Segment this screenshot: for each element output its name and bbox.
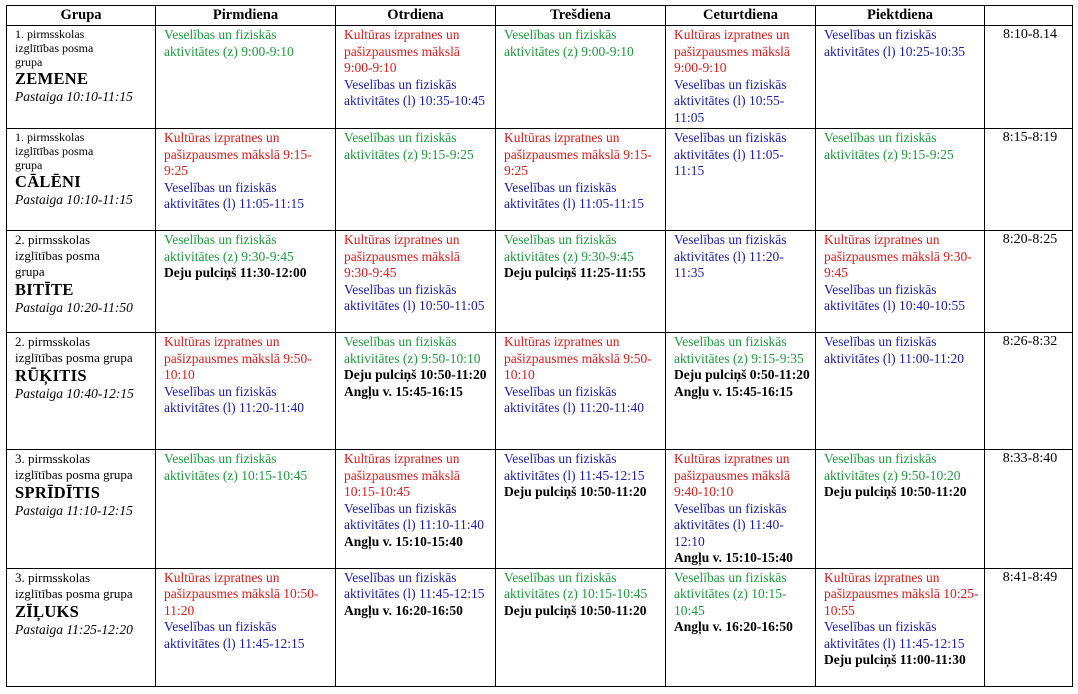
group-level-line: 2. pirmsskolas <box>15 334 91 349</box>
group-level-line: 2. pirmsskolas <box>15 232 91 247</box>
header-thursday: Ceturtdiena <box>666 6 816 26</box>
day-cell-tuesday <box>336 450 496 569</box>
day-cell-thursday <box>666 231 816 333</box>
group-level-line: izglītības posma grupa <box>15 350 133 365</box>
group-level-line: izglītības posma grupa <box>15 467 133 482</box>
group-level-line: 1. pirmsskolas <box>15 130 85 144</box>
group-cell <box>7 450 156 569</box>
schedule-table <box>6 5 1073 687</box>
walk-time: Pastaiga 10:40-12:15 <box>15 386 134 401</box>
day-cell-monday <box>156 231 336 333</box>
activity-entry: Kultūras izpratnes un pašizpausmes mākslā 10:15-10:45 <box>344 451 460 499</box>
day-cell-monday <box>156 450 336 569</box>
arrival-time: 8:33-8:40 <box>985 450 1073 569</box>
activity-entry: Kultūras izpratnes un pašizpausmes mākslā 9:30-9:45 <box>824 232 972 280</box>
activity-entry: Veselības un fiziskās aktivitātes (l) 10:25-10:35 <box>824 27 965 59</box>
day-cell-monday <box>156 568 336 686</box>
day-cell-wednesday <box>496 129 666 231</box>
day-cell-wednesday <box>496 450 666 569</box>
activity-entry: Veselības un fiziskās aktivitātes (l) 11:00-11:20 <box>824 334 964 366</box>
activity-entry: Veselības un fiziskās aktivitātes (z) 10:15-10:45 <box>674 569 787 618</box>
extra-activity: Deju pulciņš 10:50-11:20 <box>504 484 647 499</box>
extra-activity: Angļu v. 16:20-16:50 <box>344 602 463 618</box>
group-name: ZEMENE <box>15 69 89 88</box>
group-level-line: izglītības posma grupa <box>15 585 133 601</box>
header-friday: Piektdiena <box>816 6 985 26</box>
day-cell-tuesday <box>336 129 496 231</box>
walk-time: Pastaiga 10:20-11:50 <box>15 300 133 315</box>
group-name: ZĪĻUKS <box>15 601 80 621</box>
activity-entry: Veselības un fiziskās aktivitātes (l) 10:50-11:05 <box>344 281 485 313</box>
activity-entry: Veselības un fiziskās aktivitātes (l) 11:05-11:15 <box>674 130 787 178</box>
walk-time: Pastaiga 10:10-11:15 <box>15 192 133 207</box>
activity-entry: Kultūras izpratnes un pašizpausmes mākslā 10:25-10:55 <box>824 569 979 618</box>
day-cell-wednesday <box>496 26 666 129</box>
day-cell-wednesday <box>496 333 666 450</box>
day-cell-friday <box>816 231 985 333</box>
day-cell-wednesday <box>496 568 666 686</box>
day-cell-thursday <box>666 26 816 129</box>
day-cell-friday <box>816 568 985 686</box>
walk-time: Pastaiga 11:10-12:15 <box>15 503 133 518</box>
activity-entry: Kultūras izpratnes un pašizpausmes mākslā 9:40-10:10 <box>674 451 790 499</box>
schedule-row <box>7 129 1073 231</box>
group-cell <box>7 231 156 333</box>
activity-entry: Veselības un fiziskās aktivitātes (l) 10:35-10:45 <box>344 76 485 108</box>
activity-entry: Veselības un fiziskās aktivitātes (z) 9:15-9:25 <box>824 130 954 162</box>
extra-activity: Deju pulciņš 10:50-11:20 <box>824 484 967 499</box>
activity-entry: Kultūras izpratnes un pašizpausmes mākslā 9:00-9:10 <box>344 27 460 75</box>
activity-entry: Kultūras izpratnes un pašizpausmes mākslā 9:15-9:25 <box>164 130 312 178</box>
activity-entry: Veselības un fiziskās aktivitātes (l) 10:55-11:05 <box>674 76 787 125</box>
walk-time: Pastaiga 10:10-11:15 <box>15 89 133 104</box>
group-level-line: izglītības posma <box>15 248 100 263</box>
schedule-row <box>7 231 1073 333</box>
group-name: SPRĪDĪTIS <box>15 483 101 502</box>
group-name: CĀLĒNI <box>15 172 81 191</box>
group-level-line: 3. pirmsskolas <box>15 569 91 585</box>
arrival-time: 8:10-8.14 <box>985 26 1073 129</box>
group-level-line: izglītības posma <box>15 41 94 55</box>
activity-entry: Kultūras izpratnes un pašizpausmes mākslā 9:30-9:45 <box>344 232 460 280</box>
activity-entry: Veselības un fiziskās aktivitātes (l) 11:05-11:15 <box>164 179 304 211</box>
activity-entry: Veselības un fiziskās aktivitātes (l) 10:40-10:55 <box>824 281 965 313</box>
arrival-time: 8:20-8:25 <box>985 231 1073 333</box>
activity-entry: Veselības un fiziskās aktivitātes (z) 9:50-10:10 <box>344 334 481 366</box>
header-time <box>985 6 1073 26</box>
group-name: BITĪTE <box>15 280 74 299</box>
activity-entry: Veselības un fiziskās aktivitātes (l) 11:45-12:15 <box>824 619 965 651</box>
activity-entry: Veselības un fiziskās aktivitātes (z) 10:15-10:45 <box>504 569 648 601</box>
day-cell-friday <box>816 129 985 231</box>
extra-activity: Angļu v. 15:45-16:15 <box>674 383 793 399</box>
extra-activity: Deju pulciņš 11:00-11:30 <box>824 652 966 667</box>
group-cell <box>7 129 156 231</box>
group-level-line: izglītības posma <box>15 144 94 158</box>
activity-entry: Veselības un fiziskās aktivitātes (z) 9:00-9:10 <box>504 27 634 59</box>
activity-entry: Veselības un fiziskās aktivitātes (l) 11:40-12:10 <box>674 500 787 549</box>
day-cell-tuesday <box>336 333 496 450</box>
walk-time: Pastaiga 11:25-12:20 <box>15 621 133 637</box>
group-level-line: grupa <box>15 264 45 279</box>
schedule-row <box>7 568 1073 686</box>
day-cell-tuesday <box>336 568 496 686</box>
extra-activity: Angļu v. 16:20-16:50 <box>674 619 793 634</box>
schedule-row <box>7 450 1073 569</box>
group-cell <box>7 333 156 450</box>
activity-entry: Veselības un fiziskās aktivitātes (l) 11:20-11:40 <box>504 383 644 415</box>
day-cell-monday <box>156 129 336 231</box>
group-level-line: 1. pirmsskolas <box>15 27 85 41</box>
day-cell-thursday <box>666 333 816 450</box>
extra-activity: Deju pulciņš 0:50-11:20 <box>674 367 810 382</box>
activity-entry: Veselības un fiziskās aktivitātes (l) 11:45-12:15 <box>504 451 645 483</box>
extra-activity: Angļu v. 15:10-15:40 <box>344 533 463 549</box>
activity-entry: Veselības un fiziskās aktivitātes (l) 11:20-11:35 <box>674 232 787 280</box>
arrival-time: 8:26-8:32 <box>985 333 1073 450</box>
activity-entry: Kultūras izpratnes un pašizpausmes mākslā 9:00-9:10 <box>674 27 790 75</box>
extra-activity: Angļu v. 15:10-15:40 <box>674 550 793 565</box>
arrival-time: 8:41-8:49 <box>985 568 1073 686</box>
activity-entry: Veselības un fiziskās aktivitātes (l) 11:05-11:15 <box>504 179 644 211</box>
activity-entry: Kultūras izpratnes un pašizpausmes mākslā 9:50-10:10 <box>504 334 652 382</box>
extra-activity: Deju pulciņš 11:25-11:55 <box>504 265 646 280</box>
day-cell-friday <box>816 26 985 129</box>
day-cell-tuesday <box>336 231 496 333</box>
activity-entry: Kultūras izpratnes un pašizpausmes mākslā 9:15-9:25 <box>504 130 652 178</box>
day-cell-wednesday <box>496 231 666 333</box>
group-cell <box>7 568 156 686</box>
header-row <box>7 6 1073 26</box>
day-cell-tuesday <box>336 26 496 129</box>
day-cell-monday <box>156 26 336 129</box>
activity-entry: Veselības un fiziskās aktivitātes (l) 11:20-11:40 <box>164 383 304 415</box>
group-cell <box>7 26 156 129</box>
day-cell-thursday <box>666 450 816 569</box>
extra-activity: Deju pulciņš 10:50-11:20 <box>504 602 647 618</box>
activity-entry: Veselības un fiziskās aktivitātes (z) 9:15-9:35 <box>674 334 804 366</box>
group-level-line: 3. pirmsskolas <box>15 451 91 466</box>
extra-activity: Deju pulciņš 11:30-12:00 <box>164 265 307 280</box>
arrival-time: 8:15-8:19 <box>985 129 1073 231</box>
activity-entry: Veselības un fiziskās aktivitātes (l) 11:45-12:15 <box>164 619 305 651</box>
day-cell-friday <box>816 333 985 450</box>
activity-entry: Veselības un fiziskās aktivitātes (l) 11:45-12:15 <box>344 569 485 601</box>
activity-entry: Veselības un fiziskās aktivitātes (l) 11:10-11:40 <box>344 500 484 532</box>
schedule-row <box>7 333 1073 450</box>
header-monday: Pirmdiena <box>156 6 336 26</box>
activity-entry: Veselības un fiziskās aktivitātes (z) 10:15-10:45 <box>164 451 308 483</box>
activity-entry: Veselības un fiziskās aktivitātes (z) 9:30-9:45 <box>504 232 634 264</box>
day-cell-thursday <box>666 568 816 686</box>
activity-entry: Veselības un fiziskās aktivitātes (z) 9:50-10:20 <box>824 451 961 483</box>
extra-activity: Angļu v. 15:45-16:15 <box>344 383 463 399</box>
header-group: Grupa <box>7 6 156 26</box>
group-level-line: grupa <box>15 158 43 172</box>
activity-entry: Veselības un fiziskās aktivitātes (z) 9:00-9:10 <box>164 27 294 59</box>
day-cell-thursday <box>666 129 816 231</box>
header-wednesday: Trešdiena <box>496 6 666 26</box>
group-level-line: grupa <box>15 55 43 69</box>
activity-entry: Veselības un fiziskās aktivitātes (z) 9:30-9:45 <box>164 232 294 264</box>
extra-activity: Deju pulciņš 10:50-11:20 <box>344 367 487 382</box>
group-name: RŪĶITIS <box>15 366 87 385</box>
activity-entry: Kultūras izpratnes un pašizpausmes mākslā 10:50-11:20 <box>164 569 319 618</box>
schedule-row <box>7 26 1073 129</box>
activity-entry: Veselības un fiziskās aktivitātes (z) 9:15-9:25 <box>344 130 474 162</box>
header-tuesday: Otrdiena <box>336 6 496 26</box>
day-cell-monday <box>156 333 336 450</box>
activity-entry: Kultūras izpratnes un pašizpausmes mākslā 9:50-10:10 <box>164 334 312 382</box>
day-cell-friday <box>816 450 985 569</box>
